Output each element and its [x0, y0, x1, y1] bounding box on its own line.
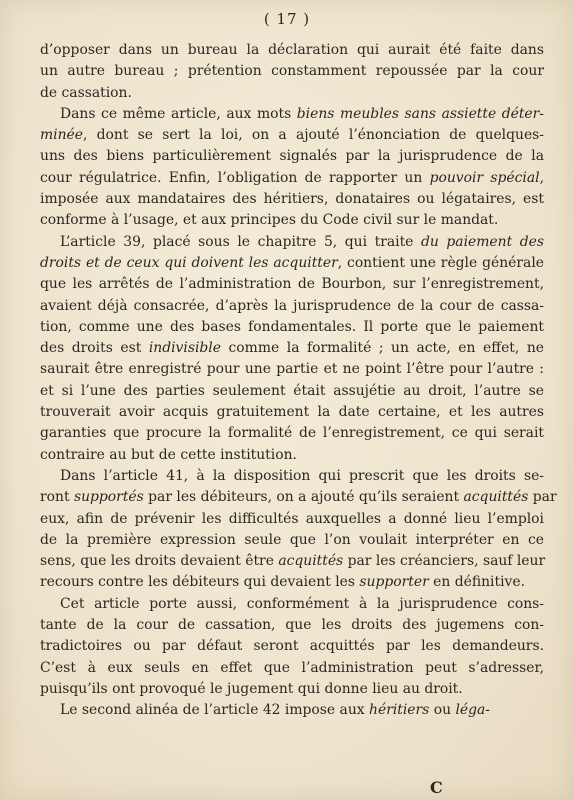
italic-text: droits et de ceux qui doivent les acquitter: [40, 254, 338, 271]
text-segment: tante de la cour de cassation, que les droits des jugemens con-: [40, 617, 544, 634]
italic-text: du paiement des: [420, 233, 544, 250]
italic-text: minée: [40, 127, 84, 144]
italic-text: acquittés: [278, 553, 344, 570]
text-segment: par les créanciers, sauf leur: [343, 553, 546, 570]
text-segment: ou: [429, 702, 456, 719]
text-segment: , dont se sert la loi, on a ajouté l’énonciation de quelques-: [83, 127, 544, 144]
text-segment: puisqu’ils ont provoqué le jugement qui donne lieu au droit.: [40, 680, 463, 697]
text-segment: d’opposer dans un bureau la déclaration qui aurait été faite dans: [40, 42, 544, 58]
text-line: [40, 168, 544, 189]
italic-text: acquittés: [463, 489, 529, 506]
text-segment: avaient déjà consacrée, d’après la jurisprudence de la cour de cassa-: [40, 297, 544, 314]
text-line: [40, 232, 544, 253]
text-segment: comme la formalité ; un acte, en effet, ne: [220, 340, 544, 357]
text-segment: par les débiteurs, on a ajouté qu’ils seraient: [143, 489, 464, 506]
paragraph: [40, 466, 557, 594]
text-line: [40, 317, 544, 338]
text-line: [40, 338, 544, 359]
text-line: [40, 530, 544, 551]
text-line: [40, 509, 544, 530]
text-line: [40, 359, 544, 380]
text-line: [40, 83, 544, 104]
text-segment: cour régulatrice. Enfin, l’obligation de rapporter un: [40, 169, 430, 186]
text-line: [40, 445, 544, 466]
italic-text: indivisible: [148, 340, 221, 357]
text-line: [40, 487, 557, 508]
text-line: [40, 572, 544, 593]
text-segment: tion, comme une des bases fondamentales. Il porte que le paiement: [40, 318, 544, 335]
text-segment: garanties que procure la formalité de l’enregistrement, ce qui serait: [40, 425, 544, 442]
text-segment: Dans l’article 41, à la disposition qui prescrit que les droits se-: [60, 467, 544, 484]
text-segment: Le second alinéa de l’article 42 impose aux: [60, 702, 370, 719]
text-line: [40, 125, 544, 146]
paragraph: [40, 700, 544, 721]
italic-text: supporter: [359, 574, 429, 591]
italic-text: biens meubles sans assiette déter-: [296, 105, 544, 122]
text-segment: des droits est: [40, 340, 149, 357]
text-segment: recours contre les débiteurs qui devaient les: [40, 574, 360, 591]
text-line: [40, 40, 544, 61]
text-segment: ,: [539, 169, 544, 186]
signature-mark: C: [430, 778, 443, 797]
text-segment: que les arrêtés de l’administration de Bourbon, sur l’enregistrement,: [40, 276, 544, 293]
text-segment: , contient une règle générale: [337, 254, 544, 271]
text-line: [40, 466, 544, 487]
text-segment: de cassation.: [40, 84, 132, 101]
text-line: [40, 296, 544, 317]
text-segment: imposée aux mandataires des héritiers, donataires ou légataires, est: [40, 191, 544, 208]
text-segment: ront: [40, 489, 74, 506]
text-segment: et si l’une des parties seulement était assujétie au droit, l’autre se: [40, 382, 544, 399]
text-line: [40, 104, 544, 125]
text-segment: contraire au but de cette institution.: [40, 446, 297, 463]
text-line: [40, 615, 544, 636]
text-line: [40, 61, 544, 82]
italic-text: supportés: [73, 489, 144, 506]
text-segment: saurait être enregistré pour une partie et ne point l’être pour l’autre :: [40, 361, 544, 378]
text-line: [40, 700, 544, 721]
text-segment: Cet article porte aussi, conformément à la jurisprudence cons-: [60, 595, 544, 612]
italic-text: léga-: [455, 702, 490, 719]
text-line: [40, 146, 544, 167]
text-line: [40, 679, 544, 700]
text-segment: un autre bureau ; prétention constamment repoussée par la cour: [40, 63, 544, 80]
text-segment: par: [528, 489, 557, 506]
body-text: [40, 40, 557, 722]
text-segment: tradictoires ou par défaut seront acquittés par les demandeurs.: [40, 638, 544, 655]
text-line: [40, 253, 544, 274]
text-line: [40, 423, 544, 444]
paragraph: [40, 104, 544, 232]
paragraph: [40, 594, 544, 700]
text-line: [40, 189, 544, 210]
paragraph: [40, 232, 544, 466]
page-number: ( 17 ): [263, 10, 311, 28]
paragraph: [40, 40, 544, 104]
text-segment: eux, afin de prévenir les difficultés auxquelles a donné lieu l’emploi: [40, 510, 544, 527]
text-segment: C’est à eux seuls en effet que l’administration peut s’adresser,: [40, 659, 544, 676]
italic-text: pouvoir spécial: [429, 169, 540, 186]
text-segment: en définitive.: [428, 574, 526, 591]
text-segment: L’article 39, placé sous le chapitre 5, qui traite: [60, 233, 421, 250]
text-line: [40, 274, 544, 295]
text-segment: trouverait avoir acquis gratuitement la date certaine, et les autres: [40, 404, 544, 421]
text-segment: sens, que les droits devaient être: [40, 553, 279, 570]
text-line: [40, 381, 544, 402]
text-line: [40, 594, 544, 615]
text-line: [40, 551, 544, 572]
text-line: [40, 402, 544, 423]
text-segment: conforme à l’usage, et aux principes du Code civil sur le mandat.: [40, 212, 499, 229]
text-line: [40, 210, 544, 231]
italic-text: héritiers: [369, 702, 430, 719]
text-segment: Dans ce même article, aux mots: [60, 105, 297, 122]
text-line: [40, 658, 544, 679]
text-segment: de la première expression seule que l’on voulait interpréter en ce: [40, 531, 544, 548]
text-segment: uns des biens particulièrement signalés par la jurisprudence de la: [40, 148, 544, 165]
text-line: [40, 636, 544, 657]
